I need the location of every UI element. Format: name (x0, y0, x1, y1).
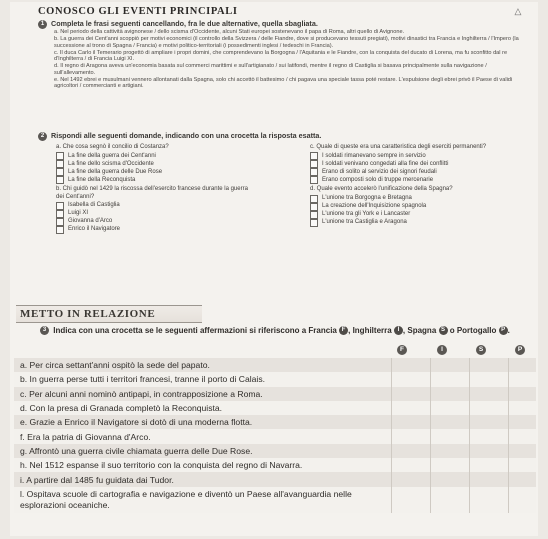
relation-table (14, 343, 536, 513)
table-row[interactable]: h. Nel 1512 espanse il suo territorio con la conquista del regno di Navarra. (14, 458, 536, 472)
checkbox[interactable] (56, 168, 64, 176)
column-header-i: I (437, 345, 447, 355)
answer-cell-divider (508, 472, 509, 486)
exercise-3-number: 3 (40, 326, 49, 335)
answer-cell-divider (391, 358, 392, 372)
checkbox[interactable] (56, 210, 64, 218)
answer-cell-divider (469, 401, 470, 415)
answer-cell-divider (508, 444, 509, 458)
answer-cell-divider (469, 458, 470, 472)
exercise-1-item[interactable]: a. Nel periodo della cattività avignonese / dello scisma d'Occidente, alcuni Stati europei sostenevano il papa di Roma, altri quello di Avignone. (54, 29, 405, 35)
exercise-1-number: 1 (38, 20, 47, 29)
answer-cell-divider (508, 429, 509, 443)
answer-cell-divider (508, 358, 509, 372)
exercise-1-item[interactable]: d. Il regno di Aragona aveva un'economia basata sul commerci marittimi e sull'artigianato / sui latifondi, mentre il regno di Castiglia si basava principalmente sulla navigazione / sull'allevamento. (54, 63, 487, 76)
answer-cell-divider (391, 415, 392, 429)
question-a: a. Che cosa segnò il concilio di Costanza? (56, 144, 169, 150)
table-body (14, 358, 536, 513)
exercise-2-number: 2 (38, 132, 47, 141)
table-row[interactable]: i. A partire dal 1485 fu guidata dai Tudor. (14, 472, 536, 486)
exercise-2-right-column: c. Quale di queste era una caratteristica degli eserciti permanenti? I soldati rimanevano sempre in servizio I soldati venivano congedati alla fine dei conflitti Erano di solito al servizio dei signori feudali Erano composti solo di truppe mercenarie d. Quale evento accelerò l'unificazione della Spagna? L'unione tra Borgogna e Bretagna La creazione dell'Inquisizione spagnola L'unione tra gli York e i Lancaster L'unione tra Castiglia e Aragona (310, 144, 525, 227)
table-row[interactable]: f. Era la patria di Giovanna d'Arco. (14, 429, 536, 443)
answer-cell-divider (469, 387, 470, 401)
answer-cell-divider (430, 487, 431, 513)
exercise-2-left-column: a. Che cosa segnò il concilio di Costanza? La fine della guerra dei Cent'anni La fine dello scisma d'Occidente La fine della guerra delle Due Rose La fine della Reconquista b. Chi guidò nel 1429 la riscossa dell'esercito francese durante la guerra dei Cent'anni? Isabella di Castiglia Luigi XI Giovanna d'Arco Enrico il Navigatore (56, 144, 256, 234)
table-row[interactable]: d. Con la presa di Granada completò la Reconquista. (14, 401, 536, 415)
checkbox[interactable] (56, 160, 64, 168)
answer-cell-divider (508, 401, 509, 415)
question-d: d. Quale evento accelerò l'unificazione della Spagna? (310, 186, 453, 193)
page-title: CONOSCO GLI EVENTI PRINCIPALI (38, 6, 238, 17)
table-row[interactable]: g. Affrontò una guerra civile chiamata guerra delle Due Rose. (14, 444, 536, 458)
checkbox[interactable] (310, 211, 318, 219)
exercise-1-item[interactable]: b. La guerra dei Cent'anni scoppiò per motivi economici (il controllo della Svizzera / delle Fiandre, dove si producevano tessuti pregiati), motivi dinastici tra Francia e Inghilterra / l'Impero (la successione al trono di Spagna / Francia) e motivi politico-territoriali (i possedimenti inglesi / tedeschi in Francia). (54, 36, 519, 49)
column-header-s: S (476, 345, 486, 355)
table-header (14, 343, 536, 358)
answer-cell-divider (508, 387, 509, 401)
answer-cell-divider (469, 444, 470, 458)
answer-cell-divider (391, 444, 392, 458)
column-header-p: P (515, 345, 525, 355)
checkbox[interactable] (310, 168, 318, 176)
exercise-1-title: 1 Completa le frasi seguenti cancellando, fra le due alternative, quella sbagliata. (38, 19, 318, 29)
exercise-1-item[interactable]: e. Nel 1492 ebrei e musulmani vennero allontanati dalla Spagna, solo chi accettò il battesimo / chi pagava una speciale tassa poté restare. L'espulsione degli ebrei privò il Paese di validi agricoltori / commercianti e artigiani. (54, 77, 513, 90)
checkbox[interactable] (310, 203, 318, 211)
answer-cell-divider (391, 387, 392, 401)
column-header-f: F (397, 345, 407, 355)
answer-cell-divider (391, 458, 392, 472)
checkbox[interactable] (310, 195, 318, 203)
answer-cell-divider (508, 458, 509, 472)
table-row[interactable]: e. Grazie a Enrico il Navigatore si dotò di una moderna flotta. (14, 415, 536, 429)
checkbox[interactable] (310, 160, 318, 168)
checkbox[interactable] (310, 176, 318, 184)
exercise-1-item[interactable]: c. Il duca Carlo il Temerario progettò di ampliare i propri domini, che comprendevano la Borgogna / l'Aquitania e le Fiandre, con la conquista del ducato di Lorena, ma fu sconfitto dal re d'Inghilterra / di Francia Luigi XI. (54, 49, 508, 63)
answer-cell-divider (508, 487, 509, 513)
exercise-1-paragraphs (54, 29, 524, 91)
checkbox[interactable] (56, 202, 64, 210)
answer-cell-divider (508, 415, 509, 429)
checkbox[interactable] (56, 218, 64, 226)
answer-cell-divider (430, 472, 431, 486)
worksheet-page (10, 2, 538, 536)
checkbox[interactable] (56, 152, 64, 160)
portugal-badge: P (499, 326, 508, 335)
answer-cell-divider (469, 372, 470, 386)
answer-cell-divider (469, 429, 470, 443)
answer-cell-divider (469, 415, 470, 429)
answer-cell-divider (430, 458, 431, 472)
answer-cell-divider (430, 429, 431, 443)
answer-cell-divider (469, 358, 470, 372)
triangle-icon: △ (514, 6, 522, 16)
answer-cell-divider (469, 472, 470, 486)
answer-cell-divider (430, 444, 431, 458)
question-b: b. Chi guidò nel 1429 la riscossa dell'esercito francese durante la guerra dei Cent'anni? (56, 186, 248, 200)
question-c: c. Quale di queste era una caratteristica degli eserciti permanenti? (310, 144, 487, 150)
checkbox[interactable] (310, 219, 318, 227)
answer-cell-divider (430, 387, 431, 401)
answer-cell-divider (391, 429, 392, 443)
checkbox[interactable] (56, 226, 64, 234)
exercise-2-title: 2 Rispondi alle seguenti domande, indicando con una crocetta la risposta esatta. (38, 131, 321, 141)
section-banner (16, 305, 202, 323)
section-title: METTO IN RELAZIONE (20, 308, 156, 320)
france-badge: F (339, 326, 348, 335)
answer-cell-divider (508, 372, 509, 386)
answer-cell-divider (391, 487, 392, 513)
checkbox[interactable] (310, 152, 318, 160)
answer-cell-divider (391, 401, 392, 415)
spain-badge: S (439, 326, 448, 335)
checkbox[interactable] (56, 176, 64, 184)
answer-cell-divider (430, 358, 431, 372)
table-row[interactable]: a. Per circa settant'anni ospitò la sede del papato. (14, 358, 536, 372)
table-row[interactable]: b. In guerra perse tutti i territori francesi, tranne il porto di Calais. (14, 372, 536, 386)
answer-cell-divider (430, 401, 431, 415)
answer-cell-divider (469, 487, 470, 513)
table-row[interactable]: l. Ospitava scuole di cartografia e navigazione e diventò un Paese all'avanguardia nelle esplorazioni oceaniche. (14, 487, 536, 513)
exercise-3-instruction: 3 Indica con una crocetta se le seguenti affermazioni si riferiscono a Francia F , Inghilterra I , Spagna S o Portogallo P . (40, 326, 510, 335)
answer-cell-divider (430, 415, 431, 429)
table-row[interactable]: c. Per alcuni anni nominò antipapi, in contrapposizione a Roma. (14, 387, 536, 401)
answer-cell-divider (391, 372, 392, 386)
england-badge: I (394, 326, 403, 335)
answer-cell-divider (430, 372, 431, 386)
answer-cell-divider (391, 472, 392, 486)
